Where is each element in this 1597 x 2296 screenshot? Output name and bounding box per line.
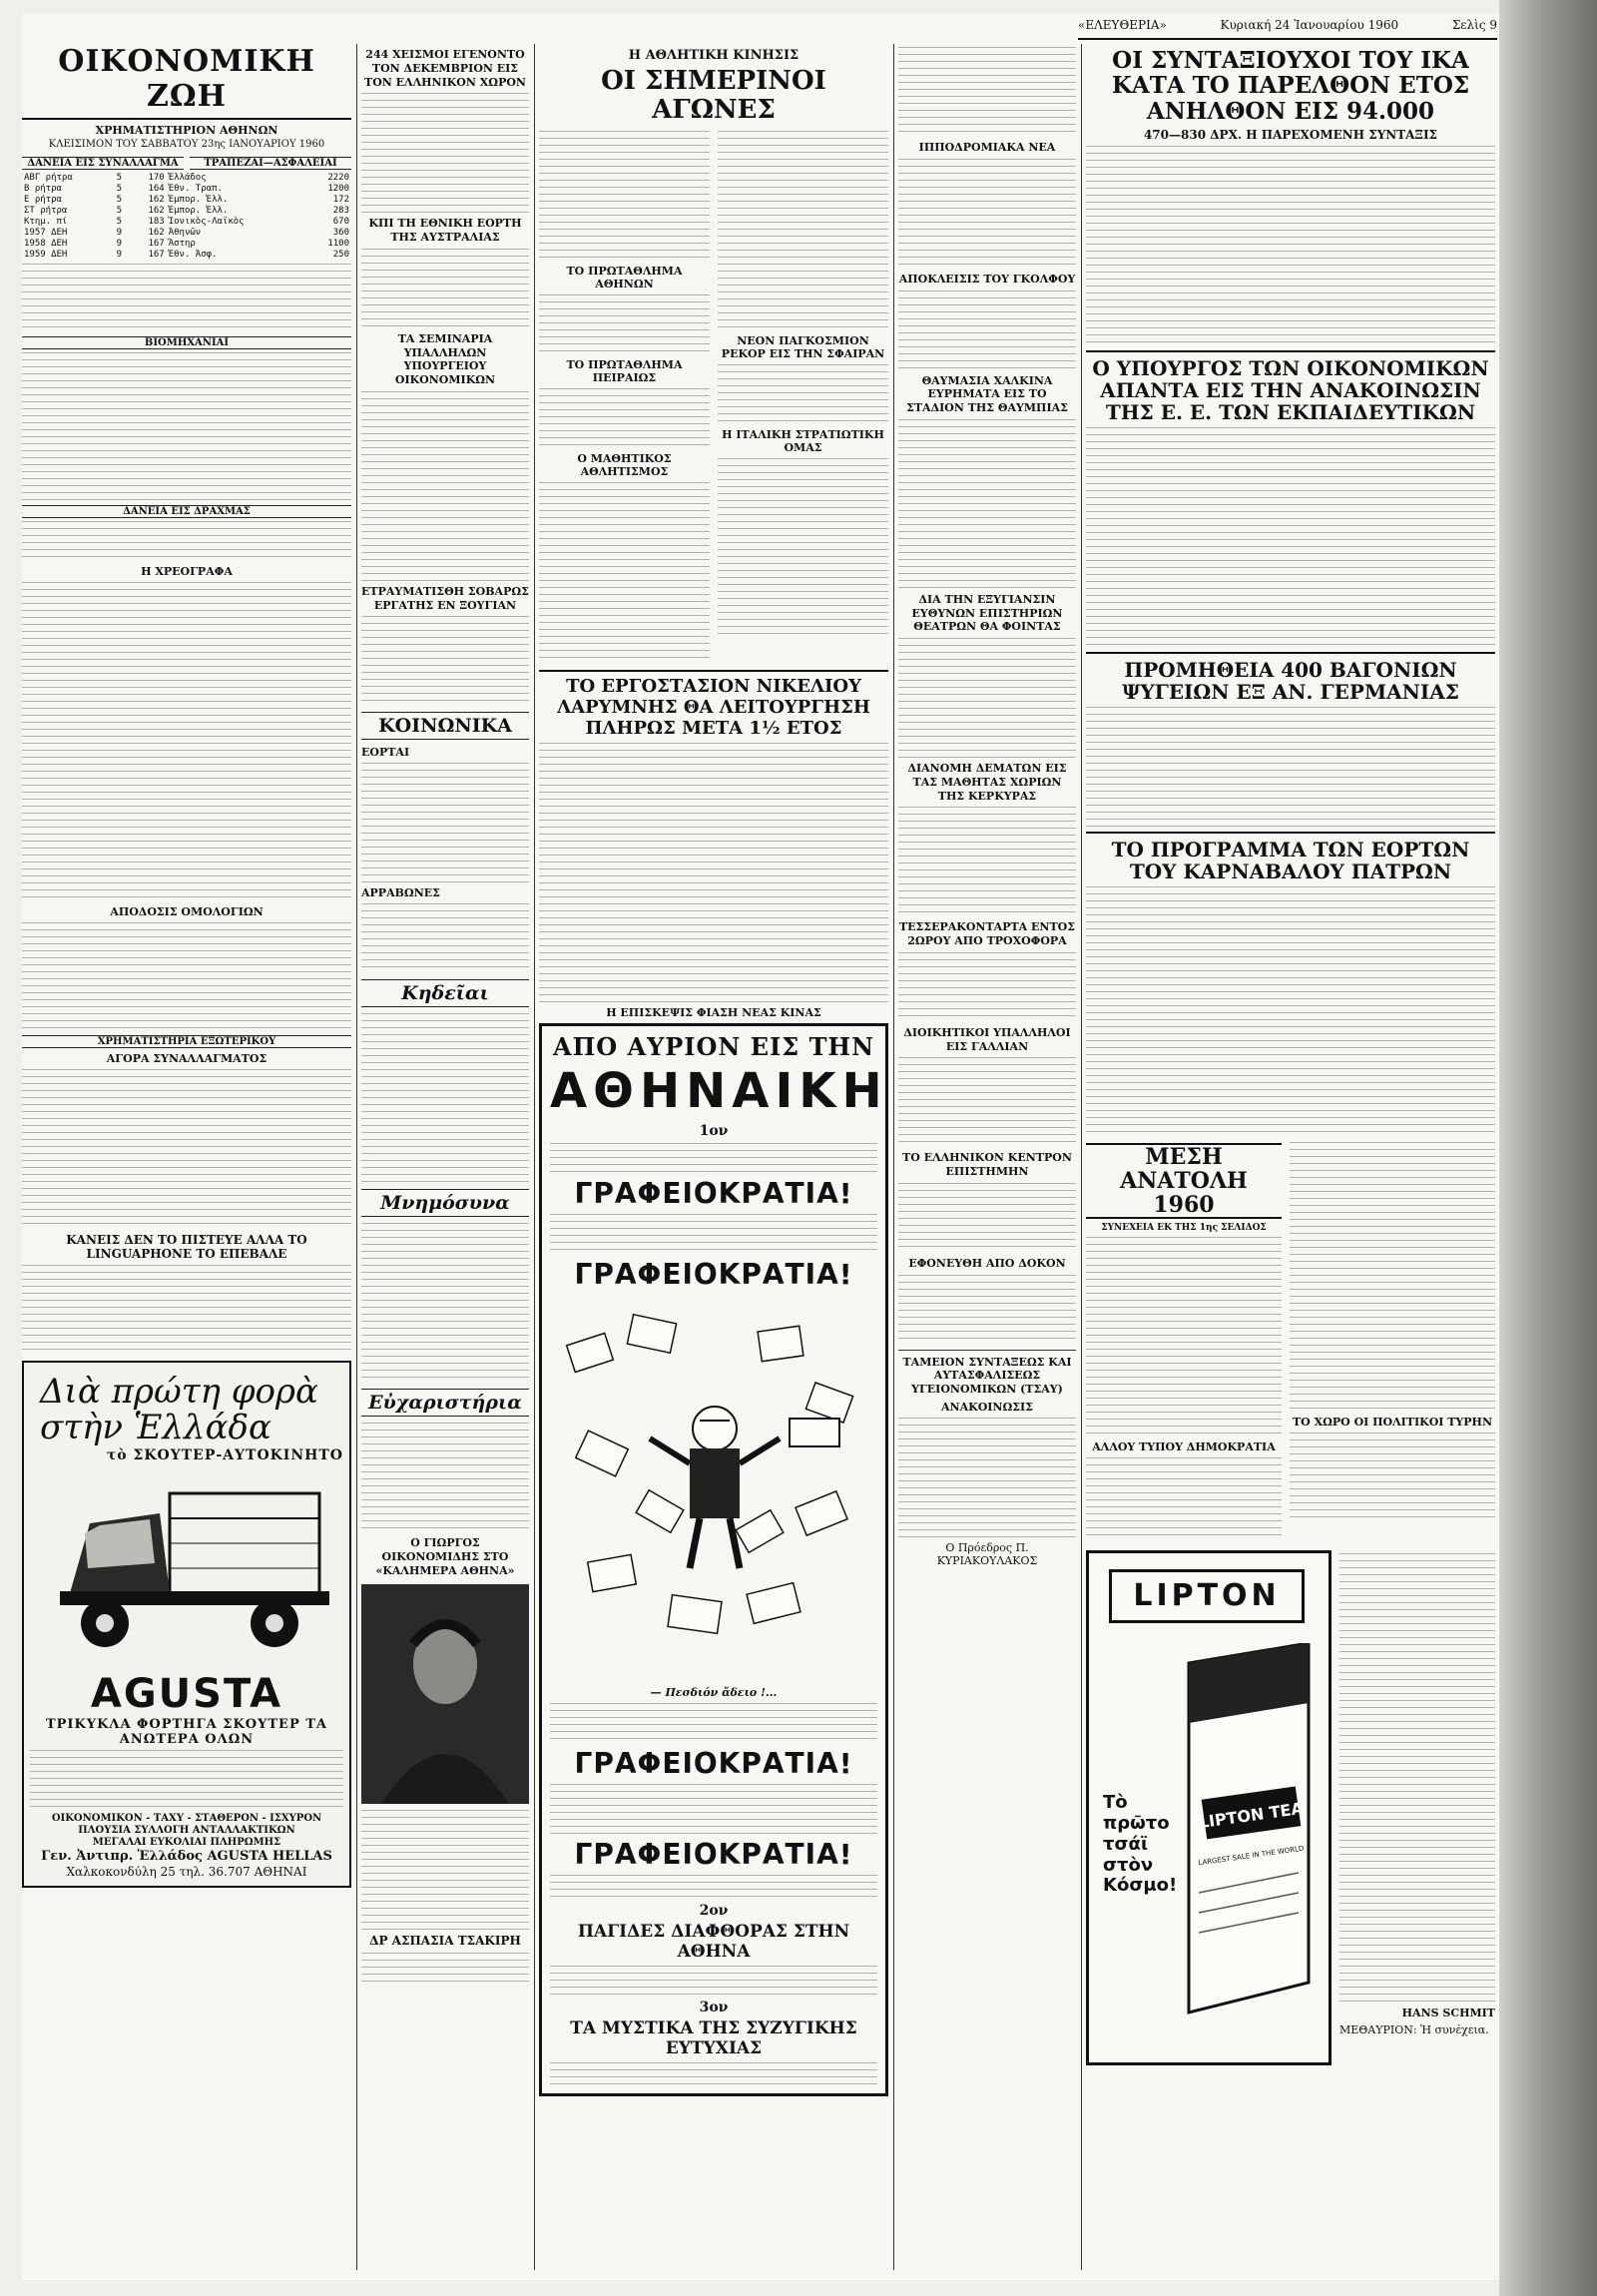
headline-middle-east: ΜΕΣΗ ΑΝΑΤΟΛΗ 1960 bbox=[1086, 1143, 1282, 1220]
foreign-exchange-header: ΧΡΗΜΑΤΙΣΤΗΡΙΑ ΕΞΩΤΕΡΙΚΟΥ bbox=[22, 1035, 351, 1048]
agusta-product: τὸ ΣΚΟΥΤΕΡ-ΑΥΤΟΚΙΝΗΤΟ bbox=[106, 1447, 343, 1464]
rates-row bbox=[22, 228, 351, 239]
article-body bbox=[539, 388, 710, 448]
article-body bbox=[718, 131, 888, 330]
subhead-pension-amount: 470—830 ΔΡΧ. Η ΠΑΡΕΧΟΜΕΝΗ ΣΥΝΤΑΞΙΣ bbox=[1143, 127, 1438, 142]
divider bbox=[1086, 832, 1495, 834]
headline-golf: ΑΠΟΚΛΕΙΣΙΣ ΤΟΥ ΓΚΟΛΦΟΥ bbox=[898, 272, 1076, 286]
rates-cell: 167 bbox=[148, 250, 165, 260]
rates-cell: 1958 ΔΕΗ bbox=[24, 239, 68, 249]
athinaiki-name: ΑΘΗΝΑΙΚΗ bbox=[550, 1063, 888, 1120]
ad-body bbox=[550, 2062, 877, 2084]
athinaiki-from: ΑΠΟ ΑΥΡΙΟΝ ΕΙΣ ΤΗΝ bbox=[552, 1032, 875, 1062]
rates-cell: 5 bbox=[116, 217, 123, 227]
ad-body bbox=[550, 1784, 877, 1834]
byline: HANS SCHMIT bbox=[1401, 2007, 1495, 2020]
ad-body bbox=[550, 1214, 877, 1254]
rates-row bbox=[22, 195, 351, 206]
column-social bbox=[361, 44, 529, 2280]
subhead-italian-team: Η ΙΤΑΛΙΚΗ ΣΤΡΑΤΙΩΤΙΚΗ ΟΜΑΣ bbox=[722, 428, 884, 455]
article-body bbox=[361, 249, 529, 328]
subhead-announcement: ΑΝΑΚΟΙΝΩΣΙΣ bbox=[941, 1400, 1033, 1414]
rates-row bbox=[22, 250, 351, 261]
rates-cell: 9 bbox=[116, 239, 123, 249]
divider bbox=[1086, 350, 1495, 352]
headline-earthquakes: 244 ΧΕΙΣΜΟΙ ΕΓΕΝΟΝΤΟ ΤΟΝ ΔΕΚΕΜΒΡΙΟΝ ΕΙΣ ΤΟΝ ΕΛΛΗΝΙΚΟΝ ΧΩΡΟΝ bbox=[364, 48, 526, 89]
rates-table bbox=[22, 173, 351, 261]
rates-cell: 1100 bbox=[327, 239, 349, 249]
drachma-header: ΔΑΝΕΙΑ ΕΙΣ ΔΡΑΧΜΑΣ bbox=[22, 505, 351, 518]
agusta-ad bbox=[22, 1361, 351, 1888]
article-body bbox=[22, 1265, 351, 1355]
graf-headline-1: ΓΡΑΦΕΙΟΚΡΑΤΙΑ! bbox=[574, 1177, 853, 1211]
article-body bbox=[898, 47, 1076, 137]
text-block bbox=[22, 352, 351, 502]
column-politics bbox=[1086, 44, 1495, 2280]
headline-vehicles: ΤΕΣΣΕΡΑΚΟΝΤΑΡΤΑ ΕΝΤΟΣ 2ΩΡΟΥ ΑΠΟ ΤΡΟΧΟΦΟΡΑ bbox=[898, 920, 1076, 947]
rates-cell: 162 bbox=[148, 195, 165, 205]
repay-header: ΑΠΟΔΟΣΙΣ ΟΜΟΛΟΓΙΩΝ bbox=[110, 905, 264, 918]
section-funerals: Κηδεῖαι bbox=[361, 979, 529, 1007]
masthead-paper: «ΕΛΕΥΘΕΡΙΑ» bbox=[1078, 18, 1167, 32]
article-body bbox=[361, 763, 529, 882]
article-body bbox=[539, 294, 710, 354]
article-body bbox=[539, 743, 888, 1002]
athinaiki-second-title: ΠΑΓΙΔΕΣ ΔΙΑΦΘΟΡΑΣ ΣΤΗΝ ΑΘΗΝΑ bbox=[577, 1922, 850, 1962]
ad-body bbox=[550, 1966, 877, 1996]
pension-signer: Ο Πρόεδρος Π. ΚΥΡΙΑΚΟΥΛΑΚΟΣ bbox=[936, 1540, 1038, 1567]
divider bbox=[1086, 652, 1495, 654]
rates-row bbox=[22, 217, 351, 228]
headline-wagons: ΠΡΟΜΗΘΕΙΑ 400 ΒΑΓΟΝΙΩΝ ΨΥΓΕΙΩΝ ΕΞ ΑΝ. ΓΕΡΜΑΝΙΑΣ bbox=[1122, 657, 1459, 704]
divider bbox=[539, 670, 888, 672]
article-body bbox=[1086, 1237, 1282, 1436]
article-body bbox=[22, 582, 351, 901]
column-rule bbox=[356, 44, 357, 2270]
subhead-democracy: ΑΛΛΟΥ ΤΥΠΟΥ ΔΗΜΟΚΡΑΤΙΑ bbox=[1092, 1440, 1276, 1454]
article-body bbox=[361, 1423, 529, 1532]
athinaiki-ad bbox=[539, 1023, 888, 2096]
subhead-politicians: ΤΟ ΧΩΡΟ ΟΙ ΠΟΛΙΤΙΚΟΙ ΤΥΡΗΝ bbox=[1292, 1415, 1493, 1429]
page-edge-shadow bbox=[1499, 0, 1597, 2296]
rates-cell: 9 bbox=[116, 250, 123, 260]
rates-cell: 164 bbox=[148, 184, 165, 194]
article-body bbox=[898, 807, 1076, 916]
subhead-engagements: ΑΡΡΑΒΩΝΕΣ bbox=[361, 886, 440, 900]
agusta-script: Διὰ πρώτη φορὰ στὴν Ἑλλάδα bbox=[40, 1372, 318, 1447]
headline-carnival: ΤΟ ΠΡΟΓΡΑΜΜΑ ΤΩΝ ΕΟΡΤΩΝ ΤΟΥ ΚΑΡΝΑΒΑΛΟΥ ΠΑΤΡΩΝ bbox=[1111, 837, 1470, 883]
masthead-page: Σελὶς 9 bbox=[1451, 18, 1497, 32]
article-body bbox=[898, 419, 1076, 589]
headline-officials-france: ΔΙΟΙΚΗΤΙΚΟΙ ΥΠΑΛΛΗΛΟΙ ΕΙΣ ΓΑΛΛΙΑΝ bbox=[903, 1025, 1071, 1053]
rates-cell: Ἐμπορ. Ἑλλ. bbox=[168, 206, 229, 216]
headline-parcels: ΔΙΑΝΟΜΗ ΔΕΜΑΤΩΝ ΕΙΣ ΤΑΣ ΜΑΘΗΤΑΣ ΧΩΡΙΩΝ ΤΗΣ ΚΕΡΚΥΡΑΣ bbox=[907, 762, 1067, 803]
paperwork-cartoon bbox=[550, 1299, 877, 1678]
headline-australia: ΚΠΙ ΤΗ ΕΘΝΙΚΗ ΕΟΡΤΗ ΤΗΣ ΑΥΣΤΡΑΛΙΑΣ bbox=[368, 217, 522, 244]
agusta-brand: AGUSTA bbox=[90, 1671, 283, 1718]
article-body bbox=[898, 952, 1076, 1022]
athinaiki-second: 2ον bbox=[699, 1903, 729, 1920]
rates-cell: ΑΒΓ ρήτρα bbox=[24, 173, 73, 183]
article-body bbox=[1086, 707, 1495, 827]
rates-cell: 5 bbox=[116, 206, 123, 216]
scooter-truck-illustration bbox=[30, 1463, 339, 1663]
agusta-line-2: ΠΛΟΥΣΙΑ ΣΥΛΛΟΓΗ ΑΝΤΑΛΛΑΚΤΙΚΩΝ bbox=[78, 1825, 295, 1837]
article-body bbox=[718, 458, 888, 638]
article-body bbox=[898, 290, 1076, 370]
rates-cell: Ἀθηνῶν bbox=[168, 228, 202, 238]
article-body bbox=[22, 1069, 351, 1229]
rates-cell: 2220 bbox=[327, 173, 349, 183]
article-body bbox=[361, 1013, 529, 1183]
article-body bbox=[539, 131, 710, 261]
article-body bbox=[361, 391, 529, 581]
article-body bbox=[898, 638, 1076, 758]
ad-body bbox=[550, 1143, 877, 1173]
rates-cell: 162 bbox=[148, 206, 165, 216]
headline-minister: Ο ΥΠΟΥΡΓΟΣ ΤΩΝ ΟΙΚΟΝΟΜΙΚΩΝ ΑΠΑΝΤΑ ΕΙΣ ΤΗΝ ΑΝΑΚΟΙΝΩΣΙΝ ΤΗΣ Ε. Ε. ΤΩΝ ΕΚΠΑΙΔΕΥΤΙΚΩΝ bbox=[1092, 355, 1489, 424]
rates-cell: 670 bbox=[332, 217, 349, 227]
rates-cell: 250 bbox=[332, 250, 349, 260]
agusta-agency: Γεν. Ἀντιπρ. Ἑλλάδος AGUSTA HELLAS bbox=[41, 1849, 332, 1865]
lipton-logo: LIPTON bbox=[1109, 1569, 1305, 1623]
continuation-note: ΣΥΝΕΧΕΙΑ ΕΚ ΤΗΣ 1ης ΣΕΛΙΔΟΣ bbox=[1101, 1223, 1267, 1234]
rates-cell: 1200 bbox=[327, 184, 349, 194]
industries-header: ΒΙΟΜΗΧΑΝΙΑΙ bbox=[22, 336, 351, 349]
article-body bbox=[718, 364, 888, 424]
divider bbox=[898, 1350, 1076, 1351]
rates-cell: Ἐμπορ. Ἑλλ. bbox=[168, 195, 229, 205]
agusta-subtitle: ΤΡΙΚΥΚΛΑ ΦΟΡΤΗΓΑ ΣΚΟΥΤΕΡ ΤΑ ΑΝΩΤΕΡΑ ΟΛΩΝ bbox=[45, 1717, 328, 1748]
column-rule bbox=[1081, 44, 1082, 2270]
rates-cell: Β ρήτρα bbox=[24, 184, 62, 194]
lipton-slogan: Τὸ πρῶτο τσάϊ στὸν Κόσμο! bbox=[1103, 1792, 1178, 1897]
article-body bbox=[361, 1810, 529, 1930]
doctor-notice: ΔΡ ΑΣΠΑΣΙΑ ΤΣΑΚΙΡΗ bbox=[369, 1933, 521, 1948]
agusta-address: Χαλκοκονδύλη 25 τηλ. 36.707 ΑΘΗΝΑΙ bbox=[66, 1865, 307, 1880]
agora-header: ΑΓΟΡΑ ΣΥΝΑΛΛΑΓΜΑΤΟΣ bbox=[106, 1052, 267, 1065]
section-thanks: Εὐχαριστήρια bbox=[361, 1389, 529, 1417]
chronicle-header: Η ΧΡΕΟΓΡΑΦΑ bbox=[141, 565, 233, 578]
text-block bbox=[22, 521, 351, 561]
article-body bbox=[361, 903, 529, 973]
article-body bbox=[361, 1223, 529, 1383]
subhead-china-visit: Η ΕΠΙΣΚΕΨΙΣ ΦΙΑΣΗ ΝΕΑΣ ΚΙΝΑΣ bbox=[606, 1006, 821, 1020]
headline-seminars: ΤΑ ΣΕΜΙΝΑΡΙΑ ΥΠΑΛΛΗΛΩΝ ΥΠΟΥΡΓΕΙΟΥ ΟΙΚΟΝΟΜΙΚΩΝ bbox=[394, 331, 496, 386]
athinaiki-third: 3ον bbox=[699, 2000, 729, 2016]
article-body bbox=[898, 1183, 1076, 1253]
athinaiki-first: 1ον bbox=[699, 1123, 729, 1140]
subhead-festivals: ΕΟΡΤΑΙ bbox=[361, 746, 410, 760]
rates-cell: Ἐθν. Ἀσφ. bbox=[168, 250, 218, 260]
masthead-date: Κυριακή 24 Ἰανουαρίου 1960 bbox=[1220, 18, 1399, 32]
article-body bbox=[1086, 427, 1495, 647]
subhead-world-record: ΝΕΟΝ ΠΑΓΚΟΣΜΙΟΝ ΡΕΚΟΡ ΕΙΣ ΤΗΝ ΣΦΑΙΡΑΝ bbox=[721, 334, 885, 361]
agusta-line-3: ΜΕΓΑΛΑΙ ΕΥΚΟΛΙΑΙ ΠΛΗΡΩΜΗΣ bbox=[92, 1837, 281, 1849]
exchange-title: ΧΡΗΜΑΤΙΣΤΗΡΙΟΝ ΑΘΗΝΩΝ bbox=[95, 124, 278, 137]
cartoon-caption: — Πεσδιόν ἄδειο !... bbox=[650, 1686, 778, 1700]
lipton-ad bbox=[1086, 1550, 1331, 2065]
closing-line: ΚΛΕΙΣΙΜΟΝ ΤΟΥ ΣΑΒΒΑΤΟΥ 23ης ΙΑΝΟΥΑΡΙΟΥ 1960 bbox=[48, 139, 325, 150]
rates-cell: 5 bbox=[116, 184, 123, 194]
tea-package-sublabel: LARGEST SALE IN THE WORLD bbox=[1198, 1845, 1305, 1868]
graf-headline-2: ΓΡΑΦΕΙΟΚΡΑΤΙΑ! bbox=[574, 1258, 853, 1292]
headline-science-center: ΤΟ ΕΛΛΗΝΙΚΟΝ ΚΕΝΤΡΟΝ ΕΠΙΣΤΗΜΗΝ bbox=[902, 1151, 1072, 1178]
headline-racing: ΙΠΠΟΔΡΟΜΙΑΚΑ ΝΕΑ bbox=[918, 141, 1056, 154]
article-body bbox=[539, 482, 710, 662]
section-social: ΚΟΙΝΩΝΙΚΑ bbox=[361, 712, 529, 740]
tea-package-illustration bbox=[1179, 1643, 1319, 2022]
kicker-sports: Η ΑΘΛΗΤΙΚΗ ΚΙΝΗΣΙΣ bbox=[628, 48, 799, 63]
subhead-student-athletics: Ο ΜΑΘΗΤΙΚΟΣ ΑΘΛΗΤΙΣΜΟΣ bbox=[577, 452, 672, 479]
rates-row bbox=[22, 184, 351, 195]
rates-cell: Κτημ. πί bbox=[24, 217, 68, 227]
rates-cell: 283 bbox=[332, 206, 349, 216]
column-news bbox=[898, 44, 1076, 2280]
rates-row bbox=[22, 239, 351, 250]
headline-worker: ΕΤΡΑΥΜΑΤΙΣΘΗ ΣΟΒΑΡΩΣ ΕΡΓΑΤΗΣ ΕΝ ΞΟΥΓΙΑΝ bbox=[361, 584, 529, 612]
rates-cell: 170 bbox=[148, 173, 165, 183]
rates-row bbox=[22, 173, 351, 184]
linguaphone-headline: ΚΑΝΕΙΣ ΔΕΝ ΤΟ ΠΙΣΤΕΥΕ ΑΛΛΑ ΤΟ LINGUAPHONE ΤΟ ΕΠΕΒΑΛΕ bbox=[66, 1233, 307, 1261]
rates-cell: Ε ρήτρα bbox=[24, 195, 62, 205]
rates-row bbox=[22, 206, 351, 217]
headline-todays-games: ΟΙ ΣΗΜΕΡΙΝΟΙ ΑΓΩΝΕΣ bbox=[601, 66, 826, 125]
rates-cell: 172 bbox=[332, 195, 349, 205]
article-body bbox=[1290, 1142, 1495, 1412]
headline-bronze-finds: ΘΑΥΜΑΣΙΑ ΧΑΛΚΙΝΑ ΕΥΡΗΜΑΤΑ ΕΙΣ ΤΟ ΣΤΑΔΙΟΝ ΤΗΣ ΘΑΥΜΠΙΑΣ bbox=[906, 373, 1068, 414]
graf-headline-4: ΓΡΑΦΕΙΟΚΡΑΤΙΑ! bbox=[574, 1838, 853, 1872]
section-memorials: Μνημόσυνα bbox=[361, 1189, 529, 1217]
article-body bbox=[898, 1418, 1076, 1537]
ad-body bbox=[30, 1750, 343, 1810]
article-body bbox=[1086, 886, 1495, 1136]
headline-nickel-factory: ΤΟ ΕΡΓΟΣΤΑΣΙΟΝ ΝΙΚΕΛΙΟΥ ΛΑΡΥΜΝΗΣ ΘΑ ΛΕΙΤΟΥΡΓΗΣΗ ΠΛΗΡΩΣ ΜΕΤΑ 1½ ΕΤΟΣ bbox=[557, 676, 870, 739]
tea-package-label: LIPTON TEA bbox=[1197, 1799, 1305, 1833]
byline-continued: ΜΕΘΑΥΡΙΟΝ: Ἡ συνέχεια. bbox=[1339, 2023, 1489, 2037]
subhead-athens-league: ΤΟ ΠΡΩΤΑΘΛΗΜΑ ΑΘΗΝΩΝ bbox=[566, 265, 683, 291]
article-body bbox=[898, 1057, 1076, 1147]
article-body bbox=[1290, 1433, 1495, 1522]
article-body bbox=[898, 159, 1076, 269]
column-rule bbox=[893, 44, 894, 2270]
article-body bbox=[361, 1953, 529, 1983]
rates-cell: Ἄστηρ bbox=[168, 239, 196, 249]
agusta-line-1: ΟΙΚΟΝΟΜΙΚΟΝ - ΤΑΧΥ - ΣΤΑΘΕΡΟΝ - ΙΣΧΥΡΟΝ bbox=[51, 1813, 322, 1825]
rates-cell: ΣΤ ρήτρα bbox=[24, 206, 68, 216]
rates-cell: 5 bbox=[116, 173, 123, 183]
article-body bbox=[1086, 146, 1495, 345]
rates-cell: Ἰονικὸς-Λαϊκὸς bbox=[168, 217, 245, 227]
headline-pension-fund: ΤΑΜΕΙΟΝ ΣΥΝΤΑΞΕΩΣ ΚΑΙ ΑΥΤΑΣΦΑΛΙΣΕΩΣ ΥΓΕΙΟΝΟΜΙΚΩΝ (ΤΣΑΥ) bbox=[902, 1355, 1072, 1396]
portrait-photo bbox=[361, 1584, 529, 1804]
rates-cell: 162 bbox=[148, 228, 165, 238]
ad-body bbox=[550, 1875, 877, 1899]
rates-cell: 1959 ΔΕΗ bbox=[24, 250, 68, 260]
graf-headline-3: ΓΡΑΦΕΙΟΚΡΑΤΙΑ! bbox=[574, 1747, 853, 1781]
column-sports bbox=[539, 44, 888, 2280]
rates-cell: 9 bbox=[116, 228, 123, 238]
column-economy bbox=[22, 44, 351, 2280]
article-body bbox=[361, 616, 529, 706]
article-body bbox=[1086, 1457, 1282, 1537]
column-rule bbox=[534, 44, 535, 2270]
loans-header: ΔΑΝΕΙΑ ΕΙΣ ΣΥΝΑΛΛΑΓΜΑ bbox=[22, 157, 184, 170]
article-body bbox=[361, 93, 529, 213]
rates-cell: 1957 ΔΕΗ bbox=[24, 228, 68, 238]
rates-cell: 167 bbox=[148, 239, 165, 249]
text-block bbox=[22, 264, 351, 333]
masthead bbox=[1078, 18, 1497, 40]
headline-theaters: ΔΙΑ ΤΗΝ ΕΞΥΓΙΑΝΣΙΝ ΕΥΘΥΝΩΝ ΕΠΙΣΤΗΡΙΩΝ ΘΕΑΤΡΩΝ ΘΑ ΦΟΙΝΤΑΣ bbox=[911, 592, 1063, 634]
athinaiki-third-title: ΤΑ ΜΥΣΤΙΚΑ ΤΗΣ ΣΥΖΥΓΙΚΗΣ ΕΥΤΥΧΙΑΣ bbox=[570, 2018, 857, 2058]
photo-caption: Ο ΓΙΩΡΓΟΣ ΟΙΚΟΝΟΜΙΔΗΣ ΣΤΟ «ΚΑΛΗΜΕΡΑ ΑΘΗΝΑ» bbox=[375, 1536, 515, 1577]
ad-body bbox=[550, 1703, 877, 1743]
section-title-economy: ΟΙΚΟΝΟΜΙΚΗ ΖΩΗ bbox=[22, 44, 351, 120]
subhead-piraeus-league: ΤΟ ΠΡΩΤΑΘΛΗΜΑ ΠΕΙΡΑΙΩΣ bbox=[566, 358, 683, 385]
article-body bbox=[22, 922, 351, 1032]
banks-header: ΤΡΑΠΕΖΑΙ—ΑΣΦΑΛΕΙΑΙ bbox=[190, 157, 351, 170]
rates-cell: 360 bbox=[332, 228, 349, 238]
headline-pensioners: ΟΙ ΣΥΝΤΑΞΙΟΥΧΟΙ ΤΟΥ ΙΚΑ ΚΑΤΑ ΤΟ ΠΑΡΕΛΘΟΝ ΕΤΟΣ ΑΝΗΛΘΟΝ ΕΙΣ 94.000 bbox=[1111, 47, 1470, 125]
article-body bbox=[898, 1275, 1076, 1345]
rates-cell: Ἐθν. Τραπ. bbox=[168, 184, 223, 194]
headline-killed-beam: ΕΦΟΝΕΥΘΗ ΑΠΟ ΔΟΚΟΝ bbox=[908, 1256, 1066, 1270]
rates-cell: 5 bbox=[116, 195, 123, 205]
rates-cell: Ἑλλάδος bbox=[168, 173, 207, 183]
rates-cell: 183 bbox=[148, 217, 165, 227]
article-body bbox=[1339, 1553, 1495, 2003]
